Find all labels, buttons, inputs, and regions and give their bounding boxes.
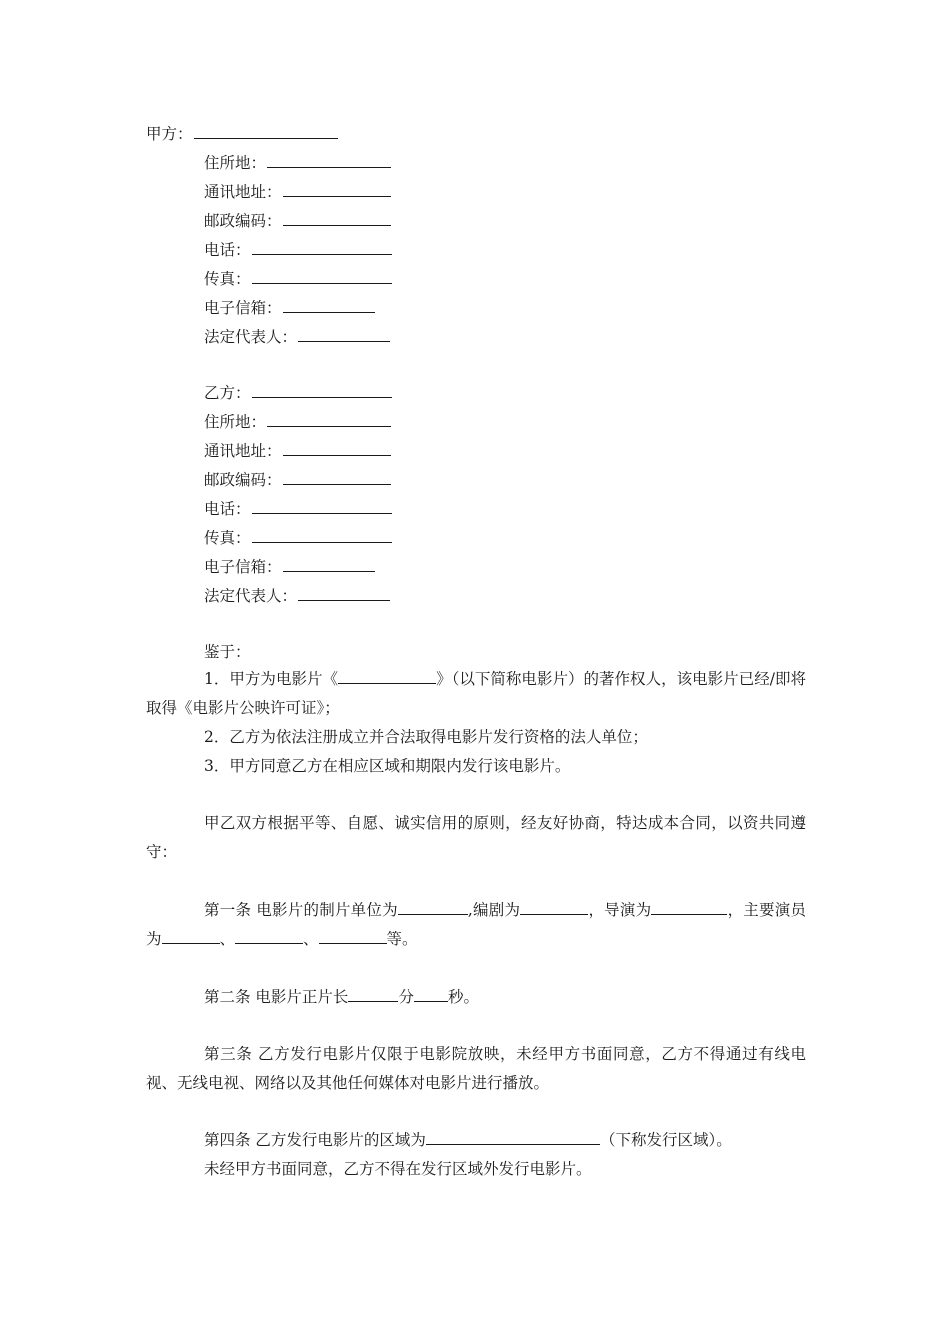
region-blank	[426, 1129, 600, 1145]
field-label: 电子信箱：	[204, 299, 282, 317]
party-b-field	[204, 469, 391, 491]
article-1-text: ，导演为	[588, 901, 652, 919]
party-b-field	[204, 527, 392, 549]
party-b-field	[204, 585, 390, 607]
field-label: 电话：	[204, 500, 251, 518]
actor-blank	[162, 928, 220, 944]
article-2-text: 分	[398, 988, 414, 1006]
party-a-field	[204, 152, 391, 174]
article-1-text: 、	[303, 930, 319, 948]
article-2-text: 第二条 电影片正片长	[204, 988, 349, 1006]
field-blank	[283, 297, 375, 313]
article-1-text: ，主要演员为	[146, 901, 806, 948]
field-blank	[252, 527, 392, 543]
field-label: 电话：	[204, 241, 251, 259]
field-label: 法定代表人：	[204, 328, 298, 346]
field-blank	[267, 152, 391, 168]
field-blank	[252, 239, 392, 255]
party-b-name-blank	[252, 382, 392, 398]
article-4-text: 第四条 乙方发行电影片的区域为	[204, 1131, 426, 1149]
field-label: 邮政编码：	[204, 212, 282, 230]
party-a-title: 甲方：	[146, 125, 193, 143]
preamble: 甲乙双方根据平等、自愿、诚实信用的原则，经友好协商，特达成本合同，以资共同遵守：	[146, 814, 806, 861]
article-2-text: 秒。	[447, 988, 479, 1006]
screenwriter-blank	[520, 899, 588, 915]
field-label: 邮政编码：	[204, 471, 282, 489]
article-4-text: （下称发行区域）。	[599, 1131, 732, 1149]
field-blank	[283, 469, 391, 485]
article-3: 第三条 乙方发行电影片仅限于电影院放映，未经甲方书面同意，乙方不得通过有线电视、无线电视、网络以及其他任何媒体对电影片进行播放。	[146, 1045, 806, 1092]
actor-blank	[319, 928, 387, 944]
field-blank	[283, 181, 391, 197]
party-b-field	[204, 498, 392, 520]
party-a-field	[204, 181, 391, 203]
director-blank	[651, 899, 727, 915]
article-1-text: 第一条 电影片的制片单位为	[204, 901, 398, 919]
party-a-field	[204, 268, 392, 290]
whereas-item-1-text-b: 》（以下简称电影片）的著作权人，该电影片已经/即将取得《电影片公映许可证》；	[146, 670, 806, 717]
whereas-item-1	[146, 665, 806, 723]
article-1	[146, 896, 806, 954]
party-a-field	[204, 239, 392, 261]
party-b-field	[204, 440, 391, 462]
field-blank	[252, 498, 392, 514]
party-b-field	[204, 556, 375, 578]
article-1-text: 等。	[386, 930, 418, 948]
field-label: 传真：	[204, 529, 251, 547]
field-blank	[283, 556, 375, 572]
field-blank	[283, 440, 391, 456]
field-label: 法定代表人：	[204, 587, 298, 605]
field-label: 电子信箱：	[204, 558, 282, 576]
actor-blank	[235, 928, 303, 944]
field-label: 住所地：	[204, 413, 267, 431]
field-label: 传真：	[204, 270, 251, 288]
article-4	[146, 1126, 806, 1155]
party-a-field	[204, 210, 391, 232]
field-blank	[252, 268, 392, 284]
film-title-blank	[338, 668, 436, 684]
party-b-title: 乙方：	[204, 384, 251, 402]
field-label: 通讯地址：	[204, 442, 282, 460]
whereas-item-2: 2．乙方为依法注册成立并合法取得电影片发行资格的法人单位；	[204, 728, 648, 746]
field-label: 通讯地址：	[204, 183, 282, 201]
article-1-text: 、	[219, 930, 236, 948]
party-a-field	[204, 326, 390, 348]
whereas-heading: 鉴于：	[204, 643, 251, 661]
producer-blank	[398, 899, 468, 915]
field-blank	[283, 210, 391, 226]
party-a-title-line	[146, 123, 338, 145]
whereas-item-1-text-a: 1．甲方为电影片《	[204, 670, 339, 688]
party-b-field	[204, 411, 391, 433]
field-blank	[298, 326, 390, 342]
party-b-title-line	[204, 382, 392, 404]
field-label: 住所地：	[204, 154, 267, 172]
field-blank	[298, 585, 390, 601]
article-4-continued: 未经甲方书面同意，乙方不得在发行区域外发行电影片。	[204, 1160, 592, 1178]
article-2	[146, 983, 806, 1012]
field-blank	[267, 411, 391, 427]
minutes-blank	[348, 986, 398, 1002]
whereas-item-3: 3．甲方同意乙方在相应区域和期限内发行该电影片。	[204, 757, 571, 775]
party-a-name-blank	[194, 123, 338, 139]
party-a-field	[204, 297, 375, 319]
article-1-text: ,编剧为	[467, 901, 521, 919]
seconds-blank	[414, 986, 448, 1002]
